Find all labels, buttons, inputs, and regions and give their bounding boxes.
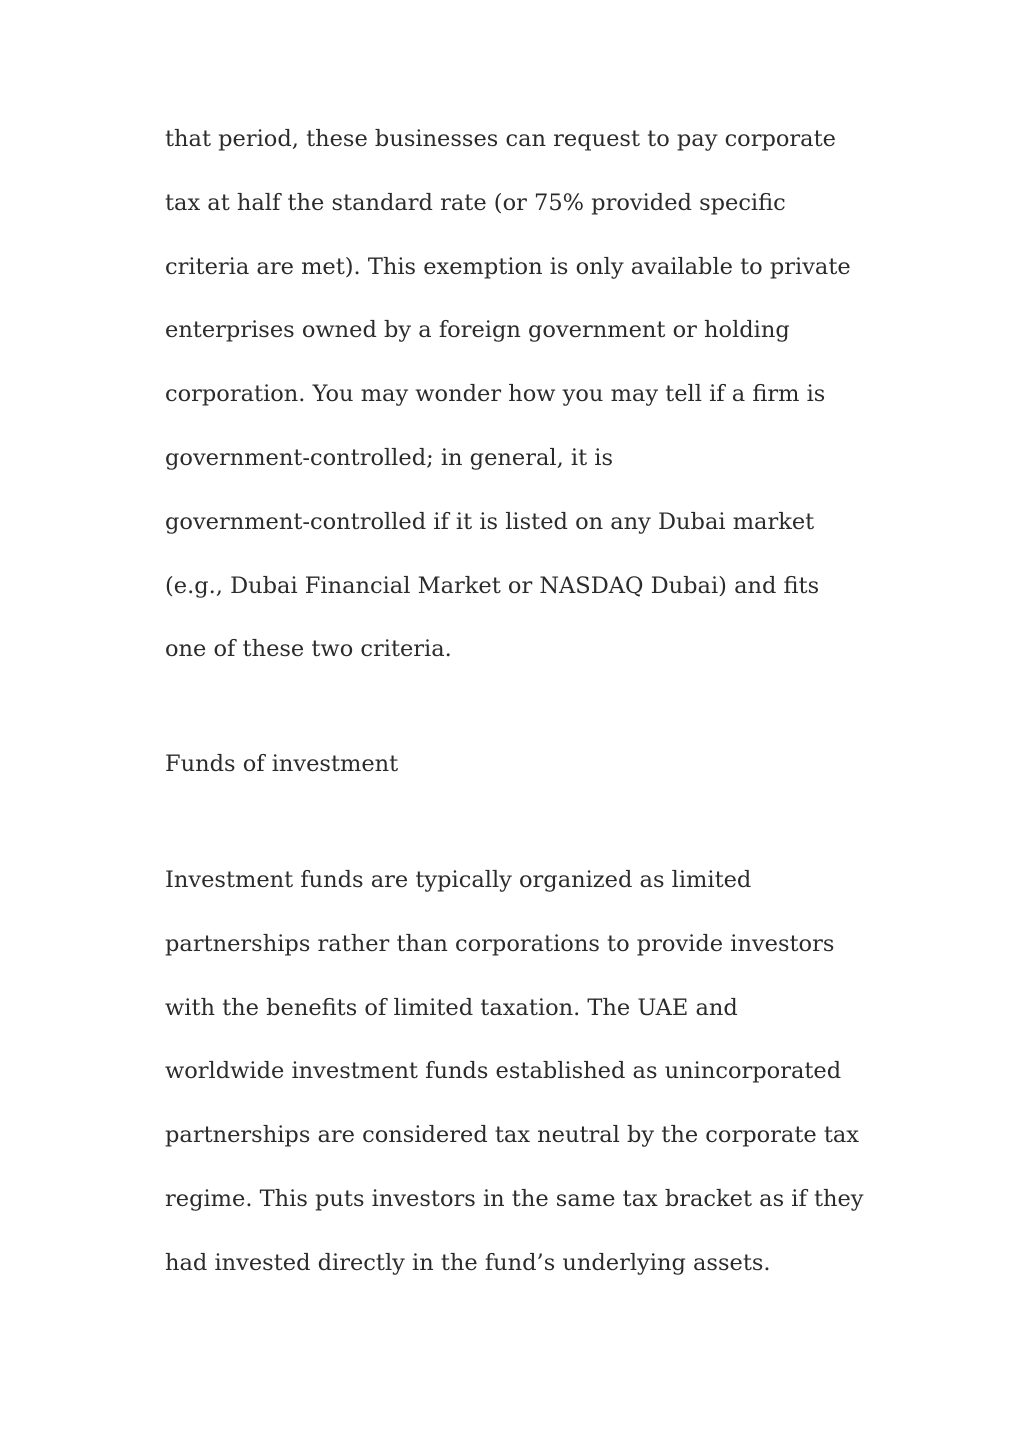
- text-line: Investment funds are typically organized as limited: [165, 867, 752, 893]
- text-line: tax at half the standard rate (or 75% provided specific: [165, 189, 786, 216]
- text-line: one of these two criteria.: [165, 636, 452, 663]
- text-line: corporation. You may wonder how you may tell if a firm is: [165, 381, 826, 408]
- text-line: enterprises owned by a foreign government or holding: [165, 317, 790, 344]
- text-line: partnerships rather than corporations to provide investors: [165, 930, 835, 957]
- text-line: with the benefits of limited taxation. The UAE and: [165, 994, 738, 1021]
- text-line: had invested directly in the fund’s underlying assets.: [165, 1249, 771, 1276]
- text-line: (e.g., Dubai Financial Market or NASDAQ Dubai) and fits: [165, 572, 820, 599]
- text-line: worldwide investment funds established as unincorporated: [165, 1058, 842, 1085]
- text-line: criteria are met). This exemption is only available to private: [165, 253, 851, 280]
- text-line: regime. This puts investors in the same tax bracket as if they: [165, 1185, 864, 1212]
- paragraph-investment-funds: [165, 853, 864, 1300]
- section-heading-text: Funds of investment: [165, 751, 399, 777]
- text-line: government-controlled; in general, it is: [165, 444, 614, 471]
- text-line: that period, these businesses can request to pay corporate: [165, 126, 836, 152]
- section-heading: [165, 737, 398, 791]
- text-line: government-controlled if it is listed on any Dubai market: [165, 508, 815, 535]
- paragraph-gov-controlled: [165, 112, 851, 686]
- text-line: partnerships are considered tax neutral by the corporate tax: [165, 1122, 859, 1149]
